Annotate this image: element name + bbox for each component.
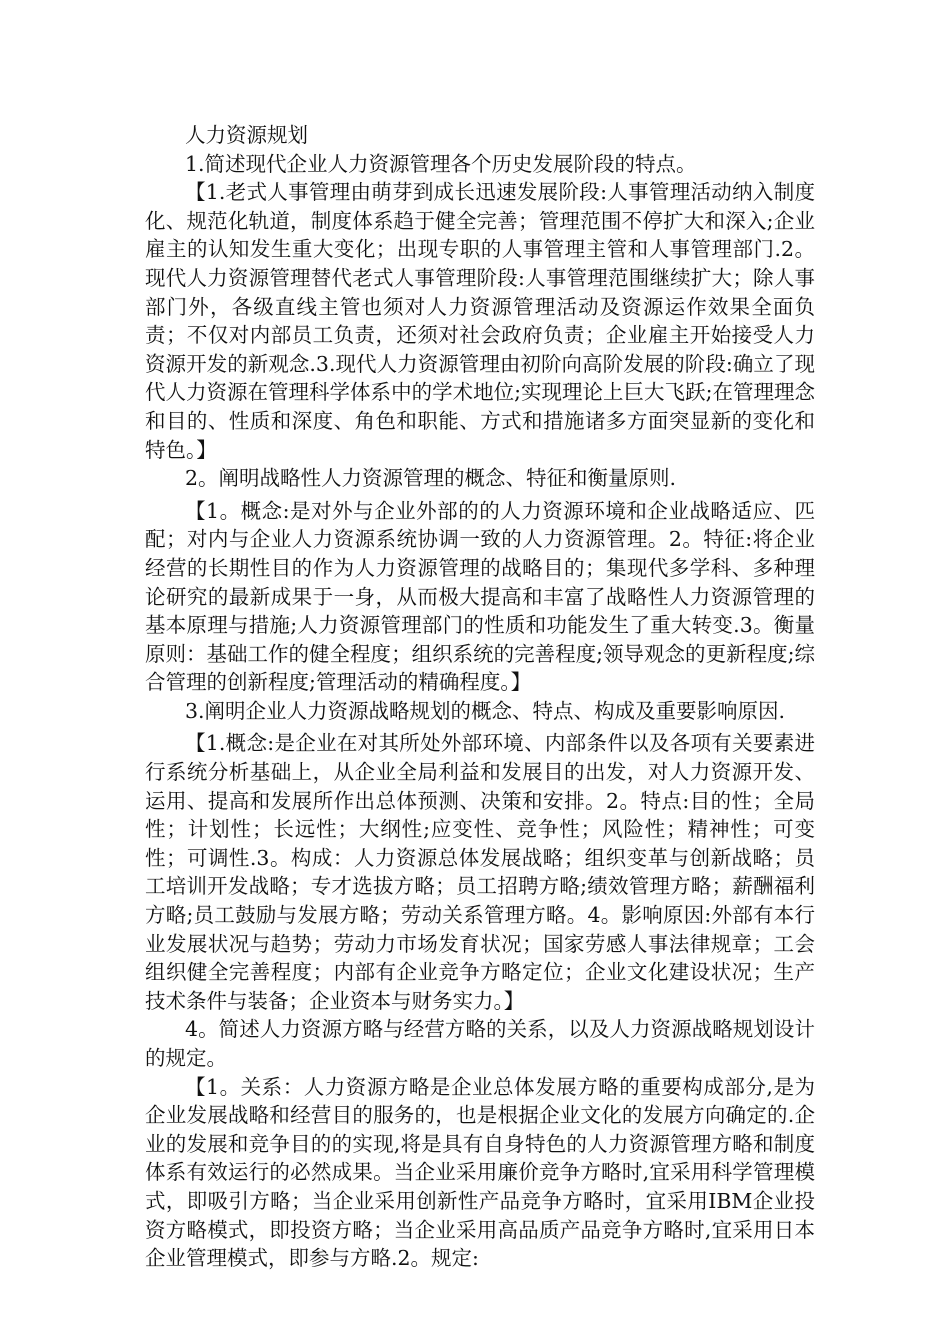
answer-4: 【1。关系：人力资源方略是企业总体发展方略的重要构成部分,是为企业发展战略和经营目的服务的，也是根据企业文化的发展方向确定的.企业的发展和竞争目的的实现,将是具有自身特色的人力资源管理方略和制度体系有效运行的必然成果。当企业采用廉价竞争方略时,宜采用科学管理模式，即吸引方略；当企业采用创新性产品竞争方略时，宜采用IBM企业投资方略模式，即投资方略；当企业采用高品质产品竞争方略时,宜采用日本企业管理模式，即参与方略.2。规定: xyxy=(145,1074,815,1271)
question-2: 2。阐明战略性人力资源管理的概念、特征和衡量原则. xyxy=(185,466,677,491)
question-4: 4。简述人力资源方略与经营方略的关系，以及人力资源战略规划设计的规定。 xyxy=(145,1017,815,1070)
answer-2: 【1。概念:是对外与企业外部的的人力资源环境和企业战略适应、匹配；对内与企业人力资源系统协调一致的人力资源管理。2。特征:将企业经营的长期性目的作为人力资源管理的战略目的；集现代多学科、多种理论研究的最新成果于一身，从而极大提高和丰富了战略性人力资源管理的基本原理与措施;人力资源管理部门的性质和功能发生了重大转变.3。衡量原则：基础工作的健全程度；组织系统的完善程度;领导观念的更新程度;综合管理的创新程度;管理活动的精确程度。】 xyxy=(145,498,815,695)
answer-3: 【1.概念:是企业在对其所处外部环境、内部条件以及各项有关要素进行系统分析基础上，从企业全局利益和发展目的出发，对人力资源开发、运用、提高和发展所作出总体预测、决策和安排。2。特点:目的性；全局性；计划性；长远性；大纲性;应变性、竞争性；风险性；精神性；可变性；可调性.3。构成：人力资源总体发展战略；组织变革与创新战略；员工培训开发战略；专才选拔方略；员工招聘方略;绩效管理方略；薪酬福利方略;员工鼓励与发展方略；劳动关系管理方略。4。影响原因:外部有本行业发展状况与趋势；劳动力市场发育状况；国家劳感人事法律规章；工会组织健全完善程度；内部有企业竞争方略定位；企业文化建设状况；生产技术条件与装备；企业资本与财务实力。】 xyxy=(145,731,815,1013)
document-title: 人力资源规划 xyxy=(185,123,308,147)
document-body xyxy=(145,121,815,1273)
question-1: 1.简述现代企业人力资源管理各个历史发展阶段的特点。 xyxy=(185,151,697,176)
answer-1: 【1.老式人事管理由萌芽到成长迅速发展阶段:人事管理活动纳入制度化、规范化轨道，制度体系趋于健全完善；管理范围不停扩大和深入;企业雇主的认知发生重大变化；出现专职的人事管理主管和人事管理部门.2。现代人力资源管理替代老式人事管理阶段:人事管理范围继续扩大；除人事部门外，各级直线主管也须对人力资源管理活动及资源运作效果全面负责；不仅对内部员工负责，还须对社会政府负责；企业雇主开始接受人力资源开发的新观念.3.现代人力资源管理由初阶向高阶发展的阶段:确立了现代人力资源在管理科学体系中的学术地位;实现理论上巨大飞跃;在管理理念和目的、性质和深度、角色和职能、方式和措施诸多方面突显新的变化和特色。】 xyxy=(145,180,815,462)
question-3: 3.阐明企业人力资源战略规划的概念、特点、构成及重要影响原因. xyxy=(185,698,786,723)
